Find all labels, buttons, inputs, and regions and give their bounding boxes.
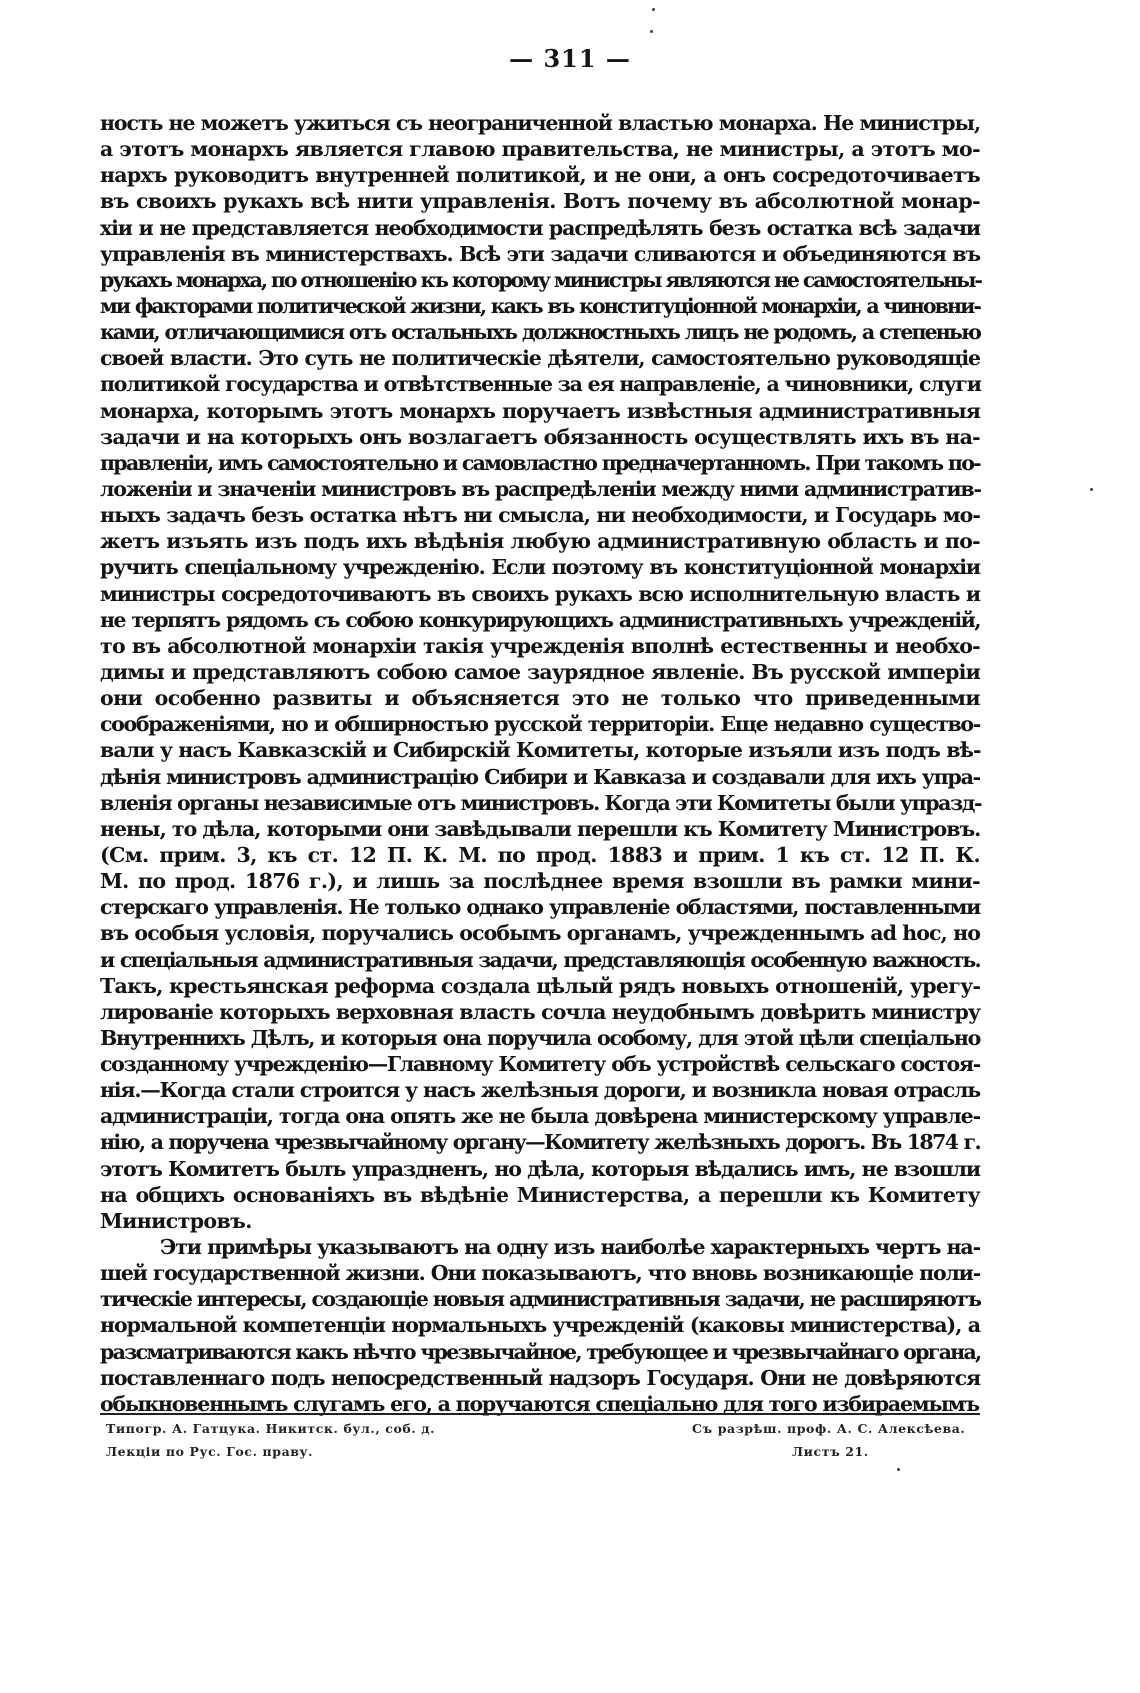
text-line: нархъ руководитъ внутренней политикой, и не они, а онъ сосредоточиваетъ: [100, 163, 980, 188]
text-line: министры сосредоточиваютъ въ своихъ рукахъ всю исполнительную власть и: [100, 581, 980, 606]
text-line: жетъ изъять изъ подъ ихъ вѣдѣнія любую административную область и по-: [100, 529, 980, 554]
text-line: въ своихъ рукахъ всѣ нити управленія. Вотъ почему въ абсолютной монар-: [100, 189, 980, 214]
text-line: М. по прод. 1876 г.), и лишь за послѣднее время взошли въ рамки мини-: [100, 869, 980, 894]
text-line: своей власти. Это суть не политическіе дѣятели, самостоятельно руководящіе: [100, 346, 980, 371]
text-line: ложеніи и значеніи министровъ въ распредѣленіи между ними административ-: [100, 476, 981, 501]
text-line: а этотъ монархъ является главою правительства, не министры, а этотъ мо-: [100, 137, 980, 162]
text-line: Эти примѣры указываютъ на одну изъ наиболѣе характерныхъ чертъ на-: [160, 1235, 980, 1260]
text-line: нормальной компетенціи нормальныхъ учрежденій (каковы министерства), а: [100, 1313, 980, 1338]
text-line: нію, а поручена чрезвычайному органу—Комитету желѣзныхъ дорогъ. Въ 1874 г.: [100, 1130, 980, 1155]
text-line: администраціи, тогда она опять же не была довѣрена министерскому управле-: [100, 1104, 980, 1129]
text-line: задачи и на которыхъ онъ возлагаетъ обязанность осуществлять ихъ въ на-: [100, 424, 980, 449]
text-line: ныхъ задачъ безъ остатка нѣтъ ни смысла, ни необходимости, и Государь мо-: [100, 503, 980, 528]
text-line: нены, то дѣла, которыми они завѣдывали перешли къ Комитету Министровъ.: [100, 816, 981, 841]
text-line: политикой государства и отвѣтственные за ея направленіе, а чиновники, слуги: [100, 372, 981, 397]
text-line: (См. прим. 3, къ ст. 12 П. К. М. по прод. 1883 и прим. 1 къ ст. 12 П. К.: [100, 842, 980, 867]
text-line: управленія въ министерствахъ. Всѣ эти задачи сливаются и объединяются въ: [100, 241, 980, 266]
text-line: на общихъ основаніяхъ въ вѣдѣніе Министерства, а перешли къ Комитету: [100, 1182, 980, 1207]
text-line: поставленнаго подъ непосредственный надзоръ Государя. Они не довѣряются: [100, 1365, 980, 1390]
text-line: ность не можетъ ужиться съ неограниченной властью монарха. Не министры,: [100, 111, 980, 135]
text-line: вали у насъ Кавказскій и Сибирскій Комитеты, которые изъяли изъ подъ вѣ-: [100, 738, 981, 763]
footer-rule: [100, 1413, 980, 1415]
text-line: тическіе интересы, создающіе новыя административныя задачи, не расширяютъ: [100, 1287, 981, 1312]
page-number: — 311 —: [509, 44, 631, 73]
text-line: то въ абсолютной монархіи такія учрежденія вполнѣ естественны и необхо-: [100, 633, 980, 658]
text-line: этотъ Комитетъ былъ упраздненъ, но дѣла, которыя вѣдались имъ, не взошли: [100, 1156, 980, 1181]
text-line: не терпятъ рядомъ съ собою конкурирующихъ административныхъ учрежденій,: [100, 607, 980, 632]
text-line: ми факторами политической жизни, какъ въ конституціонной монархіи, а чиновни-: [100, 293, 980, 318]
text-line: они особенно развиты и объясняется это не только что приведенными: [100, 686, 980, 711]
print-speck: [650, 30, 653, 33]
text-line: созданному учрежденію—Главному Комитету объ устройствѣ сельскаго состоя-: [100, 1052, 980, 1077]
print-speck: [897, 1468, 900, 1471]
text-line: Такъ, крестьянская реформа создала цѣлый рядъ новыхъ отношеній, урегу-: [100, 973, 981, 998]
sheet-number: Листъ 21.: [792, 1444, 869, 1459]
permission-note: Съ разрѣш. проф. А. С. Алексѣева.: [692, 1421, 966, 1436]
text-line: дѣнія министровъ администрацію Сибири и Кавказа и создавали для ихъ упра-: [100, 764, 980, 789]
text-line: рукахъ монарха, по отношенію къ которому министры являются не самостоятельны-: [100, 267, 981, 292]
paragraph-2: [100, 1234, 980, 1417]
print-speck: [1090, 488, 1093, 491]
text-line: въ особыя условія, поручались особымъ органамъ, учрежденнымъ ad hoc, но: [100, 921, 980, 946]
lecture-title: Лекціи по Рус. Гос. праву.: [106, 1444, 314, 1459]
text-line: соображеніями, но и обширностью русской территоріи. Еще недавно существо-: [100, 712, 980, 737]
text-line: монарха, которымъ этотъ монархъ поручаетъ извѣстныя административныя: [100, 398, 980, 423]
text-line: лированіе которыхъ верховная власть сочла неудобнымъ довѣрить министру: [100, 999, 981, 1024]
printer-imprint: Типогр. А. Гатцука. Никитск. бул., соб. д.: [106, 1421, 436, 1436]
paragraph-1: [100, 110, 980, 1234]
text-line: димы и представляютъ собою самое заурядное явленіе. Въ русской имперіи: [100, 659, 980, 684]
text-line: ручить спеціальному учрежденію. Если поэтому въ конституціонной монархіи: [100, 555, 980, 580]
text-line: стерскаго управленія. Не только однако управленіе областями, поставленными: [100, 895, 980, 920]
body-text: [100, 110, 980, 1417]
text-line: нія.—Когда стали строится у насъ желѣзныя дороги, и возникла новая отрасль: [100, 1078, 980, 1103]
text-line: вленія органы независимые отъ министровъ. Когда эти Комитеты были упразд-: [100, 790, 982, 815]
text-line: правленіи, имъ самостоятельно и самовластно предначертанномъ. При такомъ по-: [100, 450, 980, 475]
print-speck: [652, 8, 655, 11]
text-line: Внутреннихъ Дѣлъ, и которыя она поручила особому, для этой цѣли спеціально: [100, 1025, 980, 1050]
text-line: разсматриваются какъ нѣчто чрезвычайное, требующее и чрезвычайнаго органа,: [100, 1339, 981, 1364]
text-line: шей государственной жизни. Они показываютъ, что вновь возникающіе поли-: [100, 1261, 980, 1286]
text-line: ками, отличающимися отъ остальныхъ должностныхъ лицъ не родомъ, а степенью: [100, 320, 980, 345]
text-line: Министровъ.: [100, 1208, 252, 1233]
text-line: хіи и не представляется необходимости распредѣлять безъ остатка всѣ задачи: [100, 215, 980, 240]
text-line: и спеціальныя административныя задачи, представляющія особенную важность.: [100, 947, 980, 972]
text-line: обыкновеннымъ слугамъ его, а поручаются спеціально для того избираемымъ: [100, 1391, 979, 1416]
